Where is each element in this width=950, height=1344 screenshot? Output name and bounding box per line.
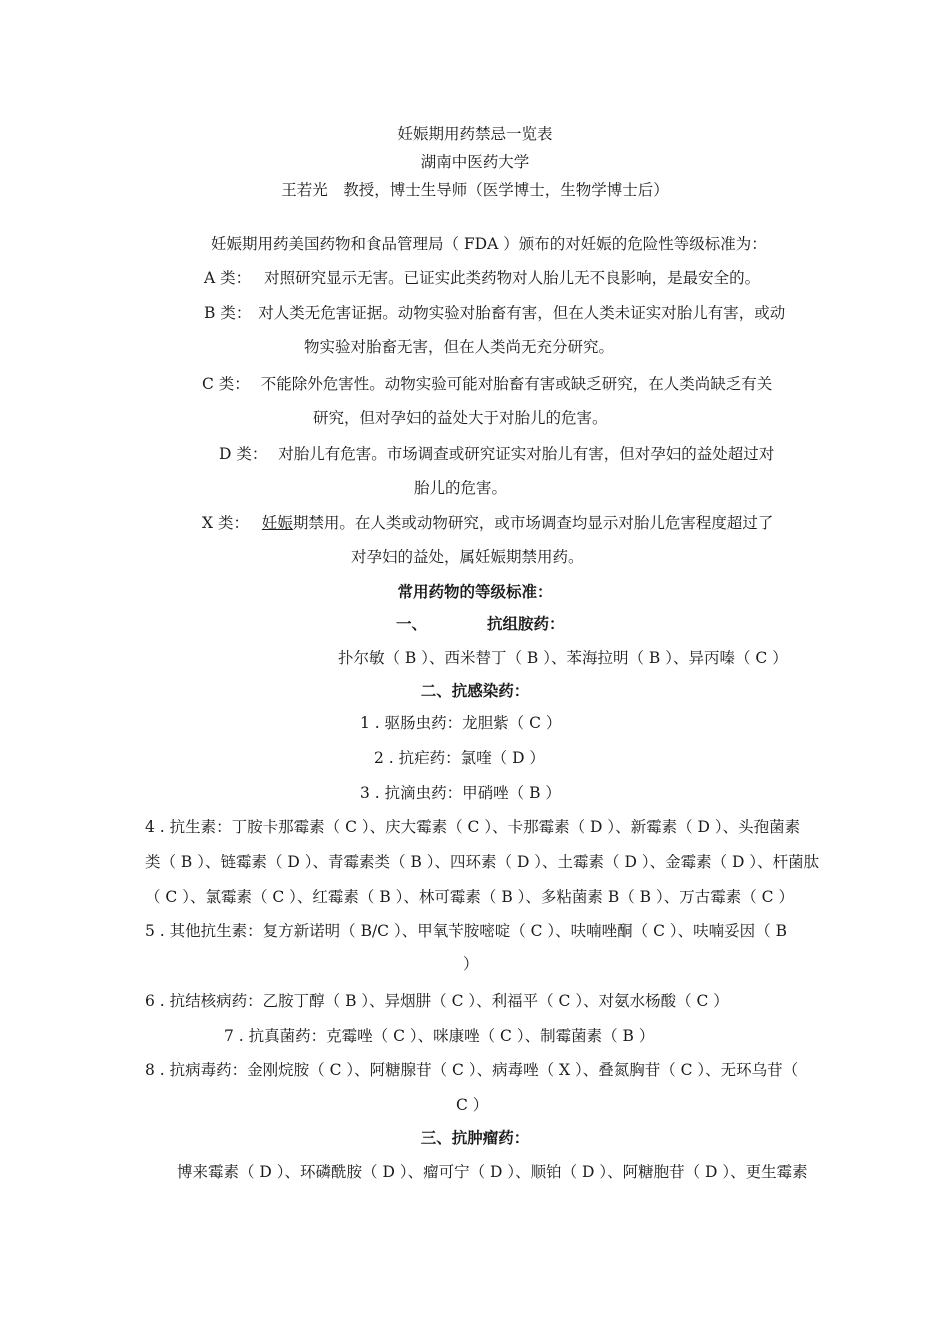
category-x-label: X 类： xyxy=(202,514,249,532)
category-x-continued: 对孕妇的益处，属妊娠期禁用药。 xyxy=(351,548,584,566)
section-1-title: 抗组胺药： xyxy=(487,614,565,633)
section-2-item-4: 4 . 抗生素：丁胺卡那霉素（ C ）、庆大霉素（ C ）、卡那霉素（ D ）、新霉素（ D ）、头孢菌素 xyxy=(145,818,801,836)
institution: 湖南中医药大学 xyxy=(420,153,530,171)
section-2-item-7: 7 . 抗真菌药：克霉唑（ C ）、咪康唑（ C ）、制霉菌素（ B ） xyxy=(224,1027,655,1045)
category-d xyxy=(219,443,774,465)
section-2-item-5: 5 . 其他抗生素：复方新诺明（ B/C ）、甲氧苄胺嘧啶（ C ）、呋喃唑酮（ C ）、呋喃妥因（ B xyxy=(145,922,787,940)
section-3-drugs: 博来霉素（ D ）、环磷酰胺（ D ）、瘤可宁（ D ）、顺铂（ D ）、阿糖胞苷（ D ）、更生霉素 xyxy=(177,1163,808,1181)
section-2-item-2: 2 . 抗疟药：氯喹（ D ） xyxy=(374,749,545,767)
category-b-text: 对人类无危害证据。动物实验对胎畜有害，但在人类未证实对胎儿有害，或动 xyxy=(258,304,786,322)
section-2-item-6: 6 . 抗结核病药：乙胺丁醇（ B ）、异烟肼（ C ）、利福平（ C ）、对氨水杨酸（ C ） xyxy=(145,992,729,1010)
category-d-continued: 胎儿的危害。 xyxy=(414,479,508,497)
category-x-text: 期禁用。在人类或动物研究，或市场调查均显示对胎儿危害程度超过了 xyxy=(292,514,774,532)
category-a xyxy=(204,267,760,289)
category-c-continued: 研究，但对孕妇的益处大于对胎儿的危害。 xyxy=(313,409,608,427)
section-2-item-5-line-2: ） xyxy=(463,955,479,973)
section-2-item-3: 3 . 抗滴虫药：甲硝唑（ B ） xyxy=(360,784,561,802)
category-b-label: B 类： xyxy=(204,304,252,322)
category-a-text: 对照研究显示无害。已证实此类药物对人胎儿无不良影响，是最安全的。 xyxy=(264,269,761,287)
section-2-item-8: 8 . 抗病毒药：金刚烷胺（ C ）、阿糖腺苷（ C ）、病毒唑（ X ）、叠氮胸苷（ C ）、无环乌苷（ xyxy=(145,1061,799,1079)
author-line: 王若光 教授，博士生导师（医学博士，生物学博士后） xyxy=(281,181,669,199)
section-2-item-8-line-2: C ） xyxy=(456,1096,489,1114)
common-standards-heading: 常用药物的等级标准： xyxy=(397,582,553,601)
category-c xyxy=(202,373,772,395)
section-2-item-4-line-2: 类（ B ）、链霉素（ D ）、青霉素类（ B ）、四环素（ D ）、土霉素（ D ）、金霉素（ D ）、杆菌肽 xyxy=(145,853,820,871)
category-d-label: D 类： xyxy=(219,445,268,463)
category-b-continued: 物实验对胎畜无害，但在人类尚无充分研究。 xyxy=(304,338,615,356)
category-b xyxy=(204,302,785,324)
section-2-title: 二、抗感染药： xyxy=(420,681,530,700)
intro-paragraph: 妊娠期用药美国药物和食品管理局（ FDA ）颁布的对妊娠的危险性等级标准为： xyxy=(211,235,767,253)
category-d-text: 对胎儿有危害。市场调查或研究证实对胎儿有害，但对孕妇的益处超过对 xyxy=(278,445,775,463)
category-a-label: A 类： xyxy=(204,269,252,287)
section-2-item-4-line-3: （ C ）、氯霉素（ C ）、红霉素（ B ）、林可霉素（ B ）、多粘菌素 B（ B ）、万古霉素（ C ） xyxy=(145,888,794,906)
section-2-item-1: 1 . 驱肠虫药：龙胆紫（ C ） xyxy=(360,714,562,732)
section-3-title: 三、抗肿瘤药： xyxy=(420,1128,530,1147)
category-x-underlined: 妊娠 xyxy=(261,514,293,532)
section-1-number: 一、 xyxy=(396,614,428,633)
category-c-label: C 类： xyxy=(202,375,250,393)
section-1-drugs: 扑尔敏（ B ）、西米替丁（ B ）、苯海拉明（ B ）、异丙嗪（ C ） xyxy=(338,649,788,667)
category-c-text: 不能除外危害性。动物实验可能对胎畜有害或缺乏研究，在人类尚缺乏有关 xyxy=(260,375,773,393)
doc-title: 妊娠期用药禁忌一览表 xyxy=(397,125,553,143)
category-x xyxy=(202,512,773,534)
